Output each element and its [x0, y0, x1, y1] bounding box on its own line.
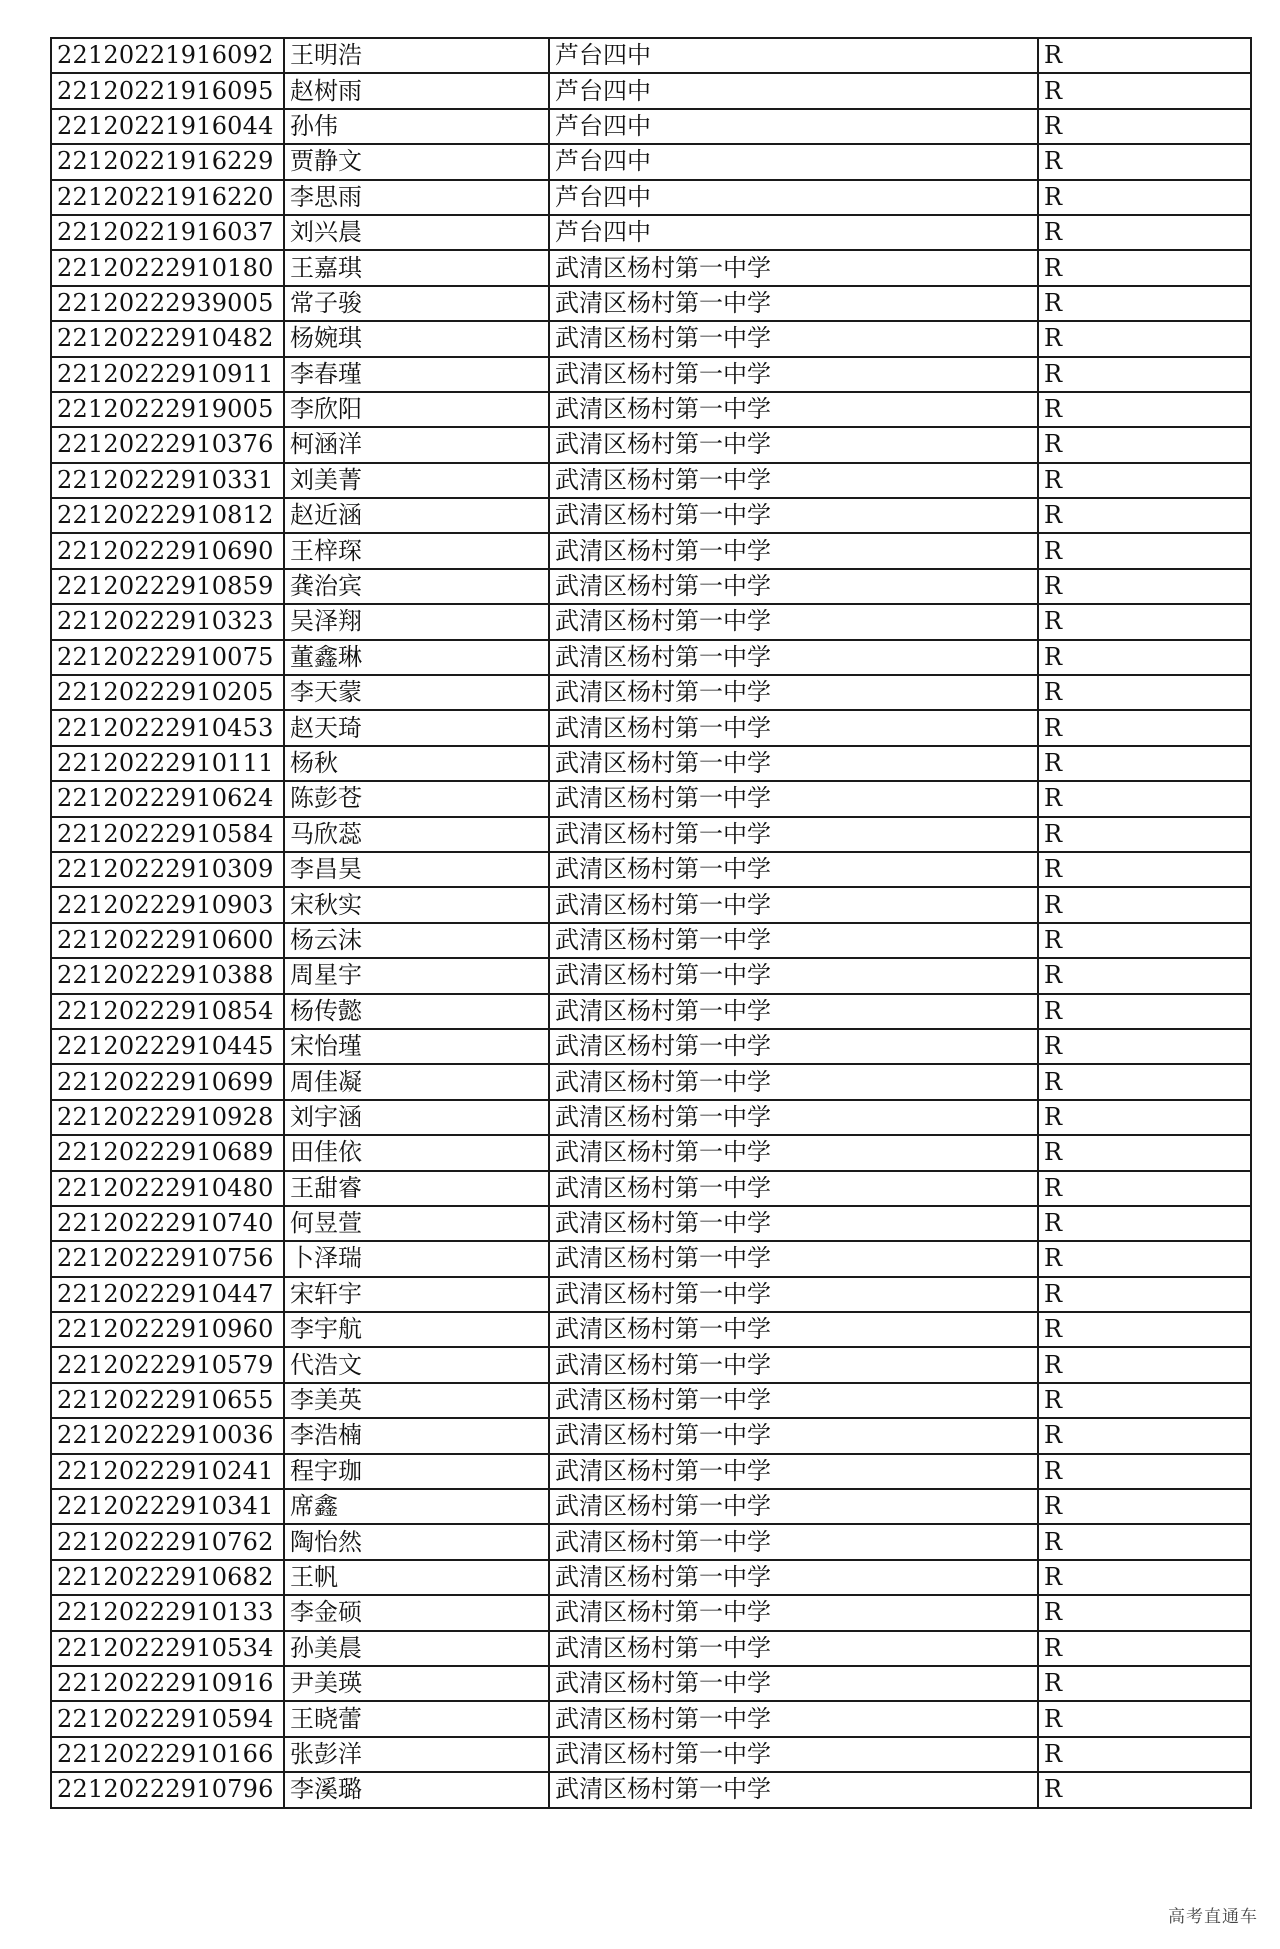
mark-cell: R — [1038, 1489, 1251, 1524]
school-name-cell: 武清区杨村第一中学 — [549, 1595, 1038, 1630]
student-name-cell: 李宇航 — [284, 1312, 549, 1347]
school-name-cell: 武清区杨村第一中学 — [549, 286, 1038, 321]
mark-cell: R — [1038, 781, 1251, 816]
roster-table-body — [51, 38, 1251, 1808]
student-name-cell: 杨传懿 — [284, 994, 549, 1029]
exam-id-cell: 22120222910812 — [51, 498, 284, 533]
table-row — [51, 1206, 1251, 1241]
exam-id-cell: 22120222910447 — [51, 1277, 284, 1312]
exam-id-cell: 22120221916229 — [51, 144, 284, 179]
mark-cell: R — [1038, 357, 1251, 392]
school-name-cell: 武清区杨村第一中学 — [549, 1135, 1038, 1170]
exam-id-cell: 22120222910699 — [51, 1064, 284, 1099]
student-name-cell: 贾静文 — [284, 144, 549, 179]
table-row — [51, 569, 1251, 604]
exam-id-cell: 22120222910180 — [51, 250, 284, 285]
exam-id-cell: 22120222910682 — [51, 1560, 284, 1595]
student-name-cell: 李天蒙 — [284, 675, 549, 710]
exam-id-cell: 22120221916220 — [51, 180, 284, 215]
student-name-cell: 李金硕 — [284, 1595, 549, 1630]
mark-cell: R — [1038, 640, 1251, 675]
mark-cell: R — [1038, 1560, 1251, 1595]
exam-id-cell: 22120221916095 — [51, 73, 284, 108]
school-name-cell: 芦台四中 — [549, 180, 1038, 215]
exam-id-cell: 22120222910854 — [51, 994, 284, 1029]
student-name-cell: 杨婉琪 — [284, 321, 549, 356]
exam-id-cell: 22120222910655 — [51, 1383, 284, 1418]
table-row — [51, 1595, 1251, 1630]
school-name-cell: 武清区杨村第一中学 — [549, 1524, 1038, 1559]
mark-cell: R — [1038, 1312, 1251, 1347]
exam-id-cell: 22120222910903 — [51, 887, 284, 922]
school-name-cell: 武清区杨村第一中学 — [549, 675, 1038, 710]
student-name-cell: 李浩楠 — [284, 1418, 549, 1453]
student-name-cell: 杨云沫 — [284, 923, 549, 958]
exam-id-cell: 22120222910075 — [51, 640, 284, 675]
mark-cell: R — [1038, 73, 1251, 108]
student-name-cell: 柯涵洋 — [284, 427, 549, 462]
exam-id-cell: 22120221916037 — [51, 215, 284, 250]
school-name-cell: 武清区杨村第一中学 — [549, 1064, 1038, 1099]
mark-cell: R — [1038, 1064, 1251, 1099]
exam-id-cell: 22120222910579 — [51, 1347, 284, 1382]
table-row — [51, 1241, 1251, 1276]
school-name-cell: 武清区杨村第一中学 — [549, 1772, 1038, 1807]
school-name-cell: 武清区杨村第一中学 — [549, 604, 1038, 639]
exam-id-cell: 22120222910756 — [51, 1241, 284, 1276]
mark-cell: R — [1038, 1100, 1251, 1135]
exam-id-cell: 22120222910205 — [51, 675, 284, 710]
student-name-cell: 杨秋 — [284, 746, 549, 781]
table-row — [51, 1524, 1251, 1559]
mark-cell: R — [1038, 1772, 1251, 1807]
mark-cell: R — [1038, 1524, 1251, 1559]
school-name-cell: 芦台四中 — [549, 73, 1038, 108]
student-name-cell: 席鑫 — [284, 1489, 549, 1524]
table-row — [51, 675, 1251, 710]
mark-cell: R — [1038, 1454, 1251, 1489]
school-name-cell: 武清区杨村第一中学 — [549, 463, 1038, 498]
mark-cell: R — [1038, 1595, 1251, 1630]
exam-id-cell: 22120222910762 — [51, 1524, 284, 1559]
student-name-cell: 赵天琦 — [284, 710, 549, 745]
student-name-cell: 宋怡瑾 — [284, 1029, 549, 1064]
student-name-cell: 卜泽瑞 — [284, 1241, 549, 1276]
school-name-cell: 武清区杨村第一中学 — [549, 640, 1038, 675]
table-row — [51, 1737, 1251, 1772]
mark-cell: R — [1038, 1737, 1251, 1772]
exam-id-cell: 22120222910740 — [51, 1206, 284, 1241]
exam-id-cell: 22120222910482 — [51, 321, 284, 356]
student-name-cell: 刘宇涵 — [284, 1100, 549, 1135]
exam-id-cell: 22120221916092 — [51, 38, 284, 73]
table-row — [51, 1454, 1251, 1489]
student-name-cell: 马欣蕊 — [284, 817, 549, 852]
mark-cell: R — [1038, 817, 1251, 852]
table-row — [51, 1100, 1251, 1135]
school-name-cell: 武清区杨村第一中学 — [549, 250, 1038, 285]
student-name-cell: 常子骏 — [284, 286, 549, 321]
school-name-cell: 武清区杨村第一中学 — [549, 1383, 1038, 1418]
student-name-cell: 李思雨 — [284, 180, 549, 215]
mark-cell: R — [1038, 144, 1251, 179]
table-row — [51, 640, 1251, 675]
exam-id-cell: 22120222910341 — [51, 1489, 284, 1524]
school-name-cell: 武清区杨村第一中学 — [549, 1100, 1038, 1135]
school-name-cell: 武清区杨村第一中学 — [549, 1029, 1038, 1064]
mark-cell: R — [1038, 1171, 1251, 1206]
table-row — [51, 463, 1251, 498]
mark-cell: R — [1038, 569, 1251, 604]
student-name-cell: 李美英 — [284, 1383, 549, 1418]
student-name-cell: 尹美瑛 — [284, 1666, 549, 1701]
table-row — [51, 498, 1251, 533]
mark-cell: R — [1038, 427, 1251, 462]
table-row — [51, 1418, 1251, 1453]
watermark-text: 高考直通车 — [1168, 1907, 1258, 1927]
table-row — [51, 1560, 1251, 1595]
school-name-cell: 武清区杨村第一中学 — [549, 1277, 1038, 1312]
table-row — [51, 923, 1251, 958]
mark-cell: R — [1038, 1206, 1251, 1241]
table-row — [51, 994, 1251, 1029]
student-name-cell: 龚治宾 — [284, 569, 549, 604]
exam-id-cell: 22120222910241 — [51, 1454, 284, 1489]
student-name-cell: 王嘉琪 — [284, 250, 549, 285]
school-name-cell: 武清区杨村第一中学 — [549, 357, 1038, 392]
table-row — [51, 357, 1251, 392]
student-name-cell: 孙美晨 — [284, 1631, 549, 1666]
mark-cell: R — [1038, 498, 1251, 533]
school-name-cell: 芦台四中 — [549, 144, 1038, 179]
table-row — [51, 109, 1251, 144]
table-row — [51, 73, 1251, 108]
school-name-cell: 武清区杨村第一中学 — [549, 1701, 1038, 1736]
exam-id-cell: 22120222910928 — [51, 1100, 284, 1135]
student-name-cell: 孙伟 — [284, 109, 549, 144]
mark-cell: R — [1038, 392, 1251, 427]
school-name-cell: 芦台四中 — [549, 38, 1038, 73]
table-row — [51, 250, 1251, 285]
school-name-cell: 武清区杨村第一中学 — [549, 1489, 1038, 1524]
table-row — [51, 781, 1251, 816]
table-row — [51, 746, 1251, 781]
mark-cell: R — [1038, 321, 1251, 356]
exam-id-cell: 22120222910388 — [51, 958, 284, 993]
exam-id-cell: 22120222939005 — [51, 286, 284, 321]
student-name-cell: 张彭洋 — [284, 1737, 549, 1772]
student-name-cell: 王甜睿 — [284, 1171, 549, 1206]
student-name-cell: 田佳依 — [284, 1135, 549, 1170]
student-name-cell: 李溪璐 — [284, 1772, 549, 1807]
school-name-cell: 武清区杨村第一中学 — [549, 1666, 1038, 1701]
student-name-cell: 王明浩 — [284, 38, 549, 73]
exam-id-cell: 22120222910600 — [51, 923, 284, 958]
school-name-cell: 武清区杨村第一中学 — [549, 1454, 1038, 1489]
exam-id-cell: 22120222910331 — [51, 463, 284, 498]
exam-id-cell: 22120222910911 — [51, 357, 284, 392]
table-row — [51, 604, 1251, 639]
table-row — [51, 392, 1251, 427]
table-row — [51, 1064, 1251, 1099]
school-name-cell: 芦台四中 — [549, 215, 1038, 250]
table-row — [51, 1277, 1251, 1312]
student-name-cell: 董鑫琳 — [284, 640, 549, 675]
exam-id-cell: 22120221916044 — [51, 109, 284, 144]
school-name-cell: 武清区杨村第一中学 — [549, 1560, 1038, 1595]
exam-id-cell: 22120222910689 — [51, 1135, 284, 1170]
table-row — [51, 852, 1251, 887]
table-row — [51, 144, 1251, 179]
table-row — [51, 180, 1251, 215]
exam-id-cell: 22120222910453 — [51, 710, 284, 745]
school-name-cell: 武清区杨村第一中学 — [549, 533, 1038, 568]
table-row — [51, 1701, 1251, 1736]
table-row — [51, 321, 1251, 356]
mark-cell: R — [1038, 604, 1251, 639]
mark-cell: R — [1038, 250, 1251, 285]
school-name-cell: 武清区杨村第一中学 — [549, 569, 1038, 604]
exam-id-cell: 22120222910133 — [51, 1595, 284, 1630]
exam-id-cell: 22120222910594 — [51, 1701, 284, 1736]
school-name-cell: 武清区杨村第一中学 — [549, 852, 1038, 887]
table-row — [51, 286, 1251, 321]
exam-id-cell: 22120222910690 — [51, 533, 284, 568]
student-name-cell: 李春瑾 — [284, 357, 549, 392]
mark-cell: R — [1038, 286, 1251, 321]
school-name-cell: 武清区杨村第一中学 — [549, 817, 1038, 852]
student-name-cell: 陈彭苍 — [284, 781, 549, 816]
table-row — [51, 1772, 1251, 1807]
table-row — [51, 817, 1251, 852]
table-row — [51, 1347, 1251, 1382]
exam-id-cell: 22120222910480 — [51, 1171, 284, 1206]
school-name-cell: 武清区杨村第一中学 — [549, 887, 1038, 922]
table-row — [51, 710, 1251, 745]
mark-cell: R — [1038, 1277, 1251, 1312]
table-row — [51, 958, 1251, 993]
exam-id-cell: 22120222910960 — [51, 1312, 284, 1347]
student-name-cell: 李欣阳 — [284, 392, 549, 427]
table-row — [51, 38, 1251, 73]
table-row — [51, 427, 1251, 462]
school-name-cell: 武清区杨村第一中学 — [549, 1171, 1038, 1206]
exam-id-cell: 22120222910309 — [51, 852, 284, 887]
school-name-cell: 武清区杨村第一中学 — [549, 1631, 1038, 1666]
school-name-cell: 武清区杨村第一中学 — [549, 1241, 1038, 1276]
student-name-cell: 何昱萱 — [284, 1206, 549, 1241]
school-name-cell: 武清区杨村第一中学 — [549, 498, 1038, 533]
mark-cell: R — [1038, 1241, 1251, 1276]
student-name-cell: 王帆 — [284, 1560, 549, 1595]
exam-id-cell: 22120222910111 — [51, 746, 284, 781]
exam-id-cell: 22120222910166 — [51, 1737, 284, 1772]
table-row — [51, 1171, 1251, 1206]
exam-id-cell: 22120222919005 — [51, 392, 284, 427]
mark-cell: R — [1038, 923, 1251, 958]
student-name-cell: 李昌昊 — [284, 852, 549, 887]
mark-cell: R — [1038, 1418, 1251, 1453]
mark-cell: R — [1038, 463, 1251, 498]
mark-cell: R — [1038, 852, 1251, 887]
exam-id-cell: 22120222910624 — [51, 781, 284, 816]
table-row — [51, 533, 1251, 568]
mark-cell: R — [1038, 887, 1251, 922]
school-name-cell: 武清区杨村第一中学 — [549, 958, 1038, 993]
mark-cell: R — [1038, 1383, 1251, 1418]
mark-cell: R — [1038, 994, 1251, 1029]
school-name-cell: 武清区杨村第一中学 — [549, 427, 1038, 462]
table-row — [51, 887, 1251, 922]
mark-cell: R — [1038, 215, 1251, 250]
exam-id-cell: 22120222910376 — [51, 427, 284, 462]
mark-cell: R — [1038, 1347, 1251, 1382]
school-name-cell: 芦台四中 — [549, 109, 1038, 144]
exam-id-cell: 22120222910796 — [51, 1772, 284, 1807]
student-name-cell: 赵树雨 — [284, 73, 549, 108]
student-name-cell: 王梓琛 — [284, 533, 549, 568]
exam-id-cell: 22120222910036 — [51, 1418, 284, 1453]
table-row — [51, 215, 1251, 250]
table-row — [51, 1029, 1251, 1064]
school-name-cell: 武清区杨村第一中学 — [549, 1347, 1038, 1382]
exam-id-cell: 22120222910534 — [51, 1631, 284, 1666]
table-row — [51, 1631, 1251, 1666]
mark-cell: R — [1038, 38, 1251, 73]
student-name-cell: 王晓蕾 — [284, 1701, 549, 1736]
student-name-cell: 宋秋实 — [284, 887, 549, 922]
mark-cell: R — [1038, 1666, 1251, 1701]
roster-sheet — [50, 37, 1237, 1809]
table-row — [51, 1383, 1251, 1418]
school-name-cell: 武清区杨村第一中学 — [549, 321, 1038, 356]
mark-cell: R — [1038, 710, 1251, 745]
table-row — [51, 1489, 1251, 1524]
exam-id-cell: 22120222910584 — [51, 817, 284, 852]
school-name-cell: 武清区杨村第一中学 — [549, 994, 1038, 1029]
exam-id-cell: 22120222910916 — [51, 1666, 284, 1701]
table-row — [51, 1312, 1251, 1347]
student-name-cell: 刘兴晨 — [284, 215, 549, 250]
student-name-cell: 宋轩宇 — [284, 1277, 549, 1312]
school-name-cell: 武清区杨村第一中学 — [549, 1737, 1038, 1772]
exam-id-cell: 22120222910445 — [51, 1029, 284, 1064]
mark-cell: R — [1038, 675, 1251, 710]
school-name-cell: 武清区杨村第一中学 — [549, 923, 1038, 958]
table-row — [51, 1135, 1251, 1170]
mark-cell: R — [1038, 1029, 1251, 1064]
exam-id-cell: 22120222910323 — [51, 604, 284, 639]
student-name-cell: 吴泽翔 — [284, 604, 549, 639]
exam-id-cell: 22120222910859 — [51, 569, 284, 604]
mark-cell: R — [1038, 958, 1251, 993]
school-name-cell: 武清区杨村第一中学 — [549, 1312, 1038, 1347]
student-name-cell: 程宇珈 — [284, 1454, 549, 1489]
student-name-cell: 周佳凝 — [284, 1064, 549, 1099]
student-name-cell: 代浩文 — [284, 1347, 549, 1382]
student-name-cell: 刘美菁 — [284, 463, 549, 498]
mark-cell: R — [1038, 746, 1251, 781]
table-row — [51, 1666, 1251, 1701]
student-name-cell: 陶怡然 — [284, 1524, 549, 1559]
student-name-cell: 赵近涵 — [284, 498, 549, 533]
school-name-cell: 武清区杨村第一中学 — [549, 392, 1038, 427]
mark-cell: R — [1038, 109, 1251, 144]
school-name-cell: 武清区杨村第一中学 — [549, 781, 1038, 816]
roster-table — [50, 37, 1252, 1809]
student-name-cell: 周星宇 — [284, 958, 549, 993]
school-name-cell: 武清区杨村第一中学 — [549, 1206, 1038, 1241]
school-name-cell: 武清区杨村第一中学 — [549, 710, 1038, 745]
school-name-cell: 武清区杨村第一中学 — [549, 1418, 1038, 1453]
mark-cell: R — [1038, 180, 1251, 215]
mark-cell: R — [1038, 1135, 1251, 1170]
mark-cell: R — [1038, 1701, 1251, 1736]
mark-cell: R — [1038, 1631, 1251, 1666]
school-name-cell: 武清区杨村第一中学 — [549, 746, 1038, 781]
mark-cell: R — [1038, 533, 1251, 568]
